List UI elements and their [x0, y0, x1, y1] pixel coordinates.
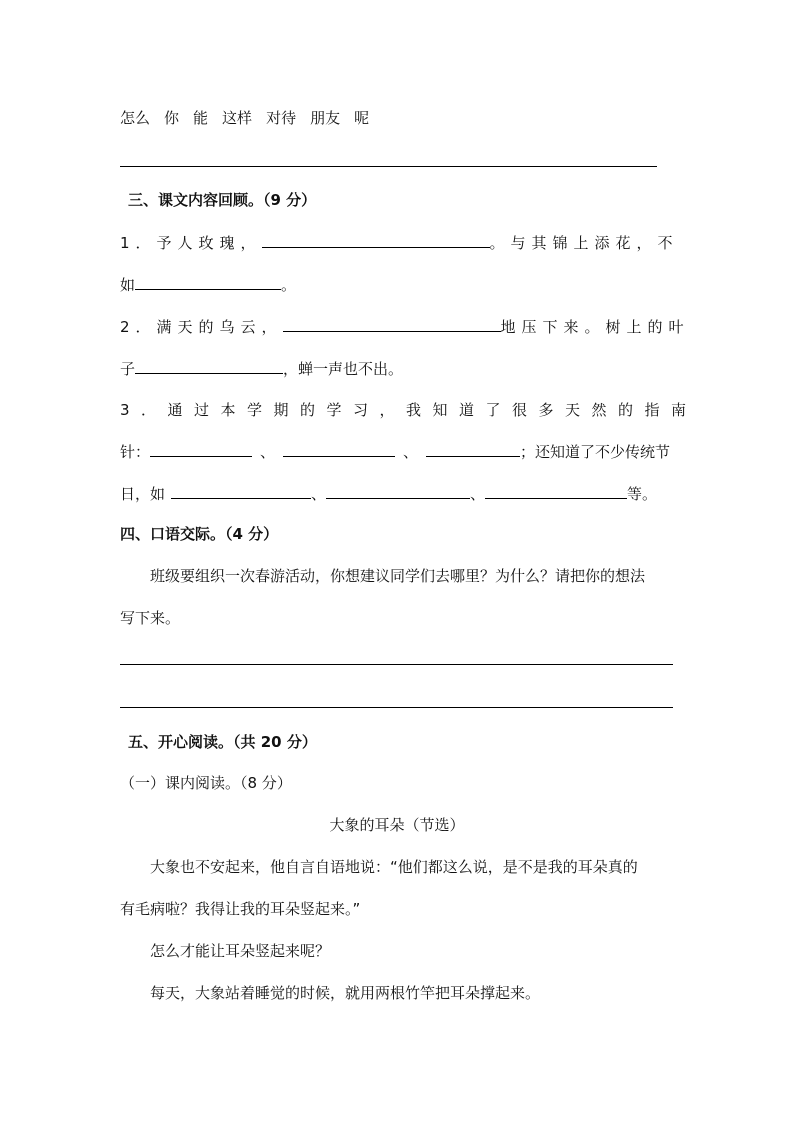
q3-blank-2[interactable]: [283, 441, 395, 457]
q1-text-a: 1．予人玫瑰，: [120, 234, 262, 252]
section3-heading: 三、课文内容回顾。（9 分）: [128, 191, 317, 209]
section4-paragraph-line2: 写下来。: [120, 609, 181, 627]
q3-blank-1[interactable]: [150, 441, 252, 457]
word-4: 这样: [222, 109, 253, 127]
q3-line1: 3．通过本学期的学习，我知道了很多天然的指南: [120, 401, 698, 419]
word-6: 朋友: [310, 109, 341, 127]
word-1: 怎么: [120, 109, 151, 127]
q1-text-d: 。: [281, 276, 297, 294]
q3-blank-4[interactable]: [171, 483, 311, 499]
section4-heading: 四、口语交际。（4 分）: [120, 525, 279, 543]
q3-sep-3: 、: [311, 485, 327, 503]
q1-line2: [120, 274, 296, 295]
section4-paragraph-line1: 班级要组织一次春游活动，你想建议同学们去哪里？为什么？请把你的想法: [150, 567, 646, 585]
passage-p3: 每天，大象站着睡觉的时候，就用两根竹竿把耳朵撑起来。: [150, 984, 541, 1002]
section5-heading: 五、开心阅读。（共 20 分）: [128, 733, 317, 751]
word-2: 你: [164, 109, 180, 127]
q3-blank-6[interactable]: [485, 483, 627, 499]
sentence-words: [120, 108, 383, 128]
q2-blank-1[interactable]: [283, 316, 501, 332]
q3-sep-4: 、: [470, 485, 486, 503]
passage-p1-line2: 有毛病啦？我得让我的耳朵竖起来。”: [120, 900, 361, 918]
answer-line-2[interactable]: [120, 707, 673, 708]
q1-line1: [120, 232, 679, 253]
q2-text-d: ，蝉一声也不出。: [283, 360, 404, 378]
q3-sep-1: 、: [260, 443, 276, 461]
answer-line-1[interactable]: [120, 664, 673, 665]
q3-sep-2: 、: [403, 443, 419, 461]
q2-blank-2[interactable]: [135, 358, 283, 374]
q3-blank-3[interactable]: [426, 441, 520, 457]
passage-title: 大象的耳朵（节选）: [329, 816, 465, 834]
q3-text-c: 日，如: [120, 485, 166, 503]
q2-text-b: 地压下来。树上的叶: [500, 318, 690, 336]
q2-line1: [120, 316, 690, 337]
q2-text-c: 子: [120, 360, 136, 378]
passage-p1-line1: 大象也不安起来，他自言自语地说：“他们都这么说，是不是我的耳朵真的: [150, 858, 638, 876]
section5-subheading: （一）课内阅读。（8 分）: [120, 774, 292, 792]
passage-p2: 怎么才能让耳朵竖起来呢？: [150, 942, 331, 960]
q3-line2: [120, 441, 670, 462]
q2-line2: [120, 358, 403, 379]
word-3: 能: [193, 109, 209, 127]
word-5: 对待: [266, 109, 297, 127]
word-7: 呢: [354, 109, 370, 127]
q1-blank-1[interactable]: [262, 232, 490, 248]
q3-text-a: 针：: [120, 443, 151, 461]
q3-text-d: 等。: [627, 485, 658, 503]
answer-line-sentence[interactable]: [120, 166, 657, 167]
q3-line3: [120, 483, 657, 504]
q1-text-c: 如: [120, 276, 136, 294]
q1-text-b: 。与其锦上添花，不: [489, 234, 679, 252]
q3-text-b: ；还知道了不少传统节: [520, 443, 671, 461]
q2-text-a: 2．满天的乌云，: [120, 318, 283, 336]
q1-blank-2[interactable]: [135, 274, 281, 290]
q3-blank-5[interactable]: [326, 483, 470, 499]
